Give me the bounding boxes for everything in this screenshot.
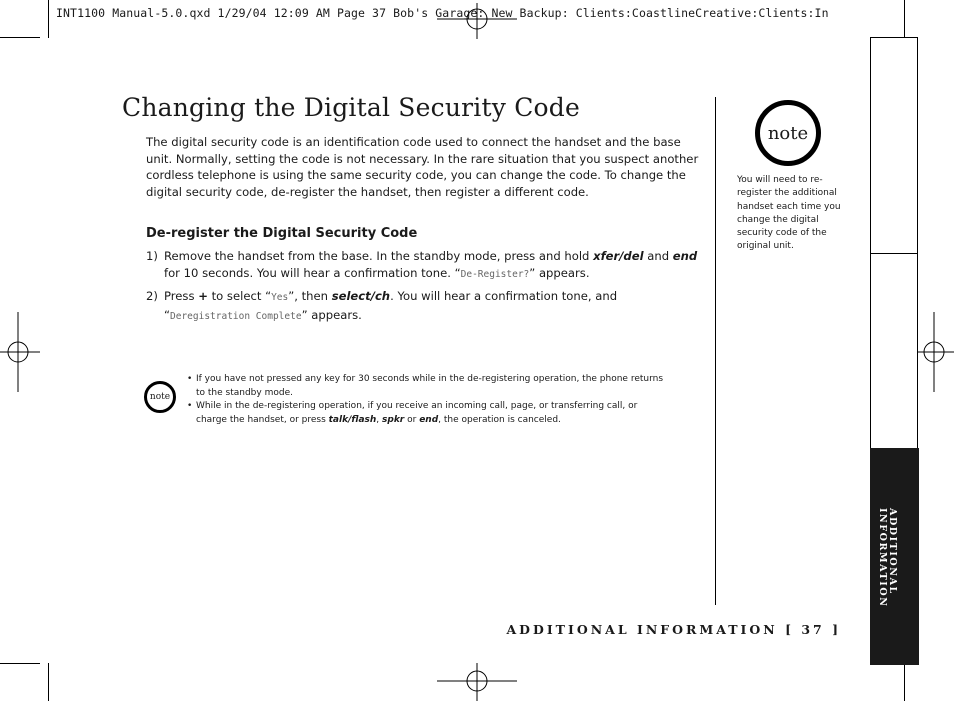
registration-mark-top <box>437 3 517 39</box>
text-run: ” appears. <box>529 265 590 280</box>
key-name: + <box>198 289 208 303</box>
intro-paragraph: The digital security code is an identification code used to connect the handset and the base unit. Normally, setting the code is not necessary. In the rare situation that you suspect another cordless telephone is using the same security code, you can change the code. To change the digital security code, de-register the handset, then register a different code. <box>146 135 699 199</box>
tab-label-line: INFORMATION <box>877 508 888 608</box>
text-run: . You will hear a confirmation tone, and “ <box>164 289 618 322</box>
section-tab-label <box>875 508 897 607</box>
display-text: Yes <box>271 292 289 303</box>
step-item <box>146 288 706 325</box>
key-name: spkr <box>382 414 405 425</box>
page-title: Changing the Digital Security Code <box>122 93 580 122</box>
note-text: If you have not pressed any key for 30 seconds while in the de-registering operation, the phone returns to the standby mode. <box>196 374 664 398</box>
note-item <box>187 400 667 427</box>
key-name: end <box>672 249 698 263</box>
crop-mark <box>48 0 49 38</box>
crop-mark <box>0 37 40 38</box>
page-footer: ADDITIONAL INFORMATION [ 37 ] <box>506 622 841 637</box>
side-note-text: You will need to re-register the additional handset each time you change the digital security code of the original unit. <box>737 175 841 252</box>
display-text: De-Register? <box>460 268 530 280</box>
bullet: • <box>187 401 193 411</box>
crop-mark <box>0 663 40 664</box>
text-run: ” appears. <box>301 307 362 322</box>
step-text <box>164 288 706 325</box>
text-run: While in the de-registering operation, if you receive an incoming call, page, or transferring call, or charge the handset, or press <box>196 401 638 425</box>
text-run: to select “ <box>207 289 272 303</box>
column-divider <box>715 97 716 605</box>
note-text <box>196 400 667 427</box>
text-run: for 10 seconds. You will hear a confirmation tone. “ <box>164 265 461 280</box>
text-run: and <box>643 249 673 263</box>
tab-label-line: ADDITIONAL <box>887 508 898 595</box>
steps-list <box>146 248 706 330</box>
key-name: select/ch <box>331 289 391 303</box>
registration-mark-right <box>914 312 954 392</box>
registration-mark-left <box>0 312 40 392</box>
bullet: • <box>187 374 193 384</box>
display-text: Deregistration Complete <box>170 310 302 322</box>
key-name: end <box>419 414 439 425</box>
step-text <box>164 248 706 283</box>
tab-divider <box>870 253 918 254</box>
text-run: Remove the handset from the base. In the standby mode, press and hold <box>164 249 594 263</box>
step-number: 2) <box>146 289 158 303</box>
key-name: talk/flash <box>328 414 377 425</box>
text-run: , the operation is canceled. <box>438 414 561 425</box>
note-item <box>187 373 667 400</box>
section-heading: De-register the Digital Security Code <box>146 226 418 241</box>
registration-mark-bottom <box>437 663 517 701</box>
step-number: 1) <box>146 249 158 263</box>
crop-mark <box>904 663 905 701</box>
text-run: or <box>404 414 420 425</box>
text-run: Press <box>164 289 199 303</box>
crop-mark <box>904 0 905 38</box>
text-run: , <box>376 414 383 425</box>
note-icon-label: note <box>767 122 809 144</box>
file-slug: INT1100 Manual-5.0.qxd 1/29/04 12:09 AM Page 37 Bob's Garage: New Backup: Clients:CoastlineCreative:Clients:In <box>56 6 829 20</box>
key-name: xfer/del <box>593 249 644 263</box>
crop-mark <box>48 663 49 701</box>
note-icon <box>144 381 176 413</box>
step-item <box>146 248 706 283</box>
note-icon-large <box>755 100 821 166</box>
note-icon-label: note <box>149 392 171 402</box>
text-run: ”, then <box>288 289 332 303</box>
note-list <box>187 373 667 427</box>
